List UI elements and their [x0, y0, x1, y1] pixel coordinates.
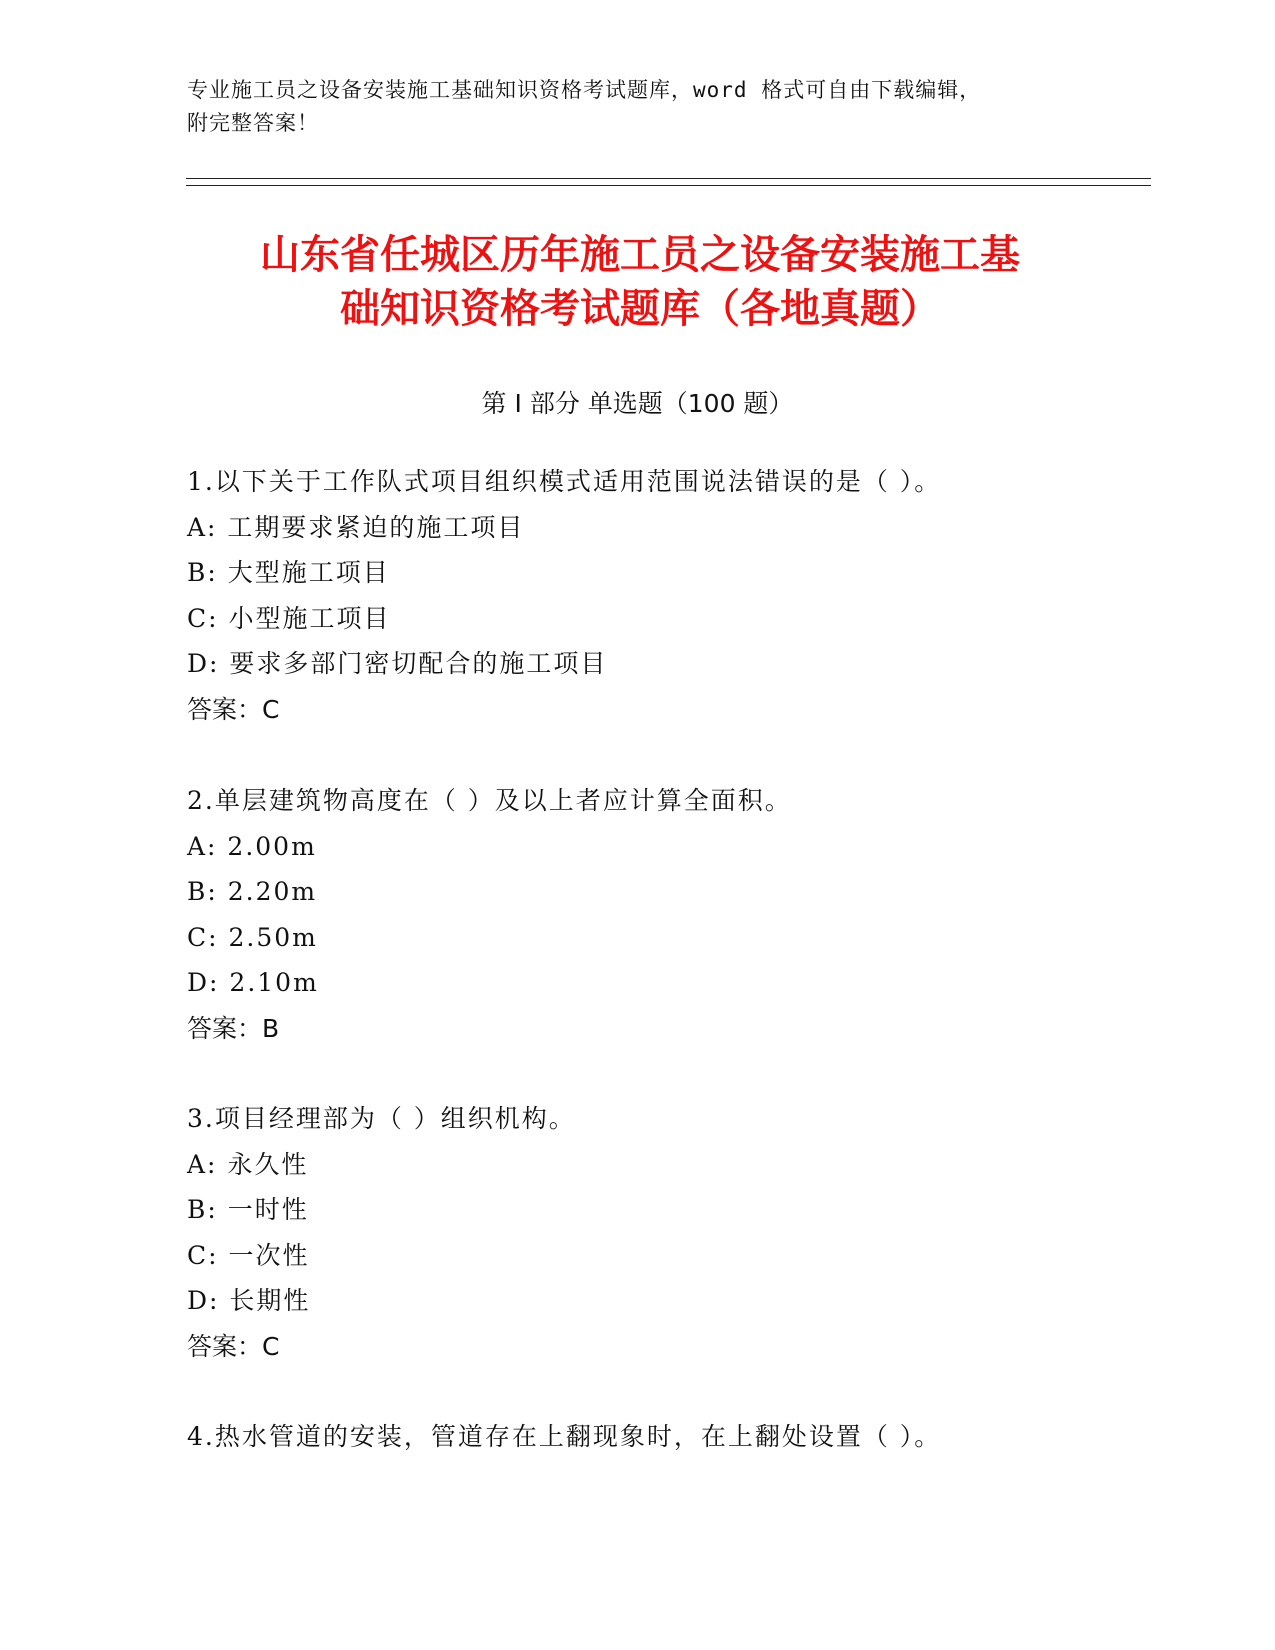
document-title — [180, 228, 1100, 336]
option-b: B: 一时性 — [187, 1195, 309, 1224]
header-note-line-2: 附完整答案！ — [187, 111, 319, 135]
option-d: D: 长期性 — [187, 1286, 311, 1315]
option-d: D: 要求多部门密切配合的施工项目 — [187, 649, 608, 678]
answer: 答案：B — [187, 1013, 280, 1043]
question-2 — [187, 778, 1187, 1051]
answer: 答案：C — [187, 694, 280, 724]
option-d: D: 2.10m — [187, 968, 319, 997]
document-title-line-1: 山东省任城区历年施工员之设备安装施工基 — [260, 232, 1020, 278]
question-3 — [187, 1096, 1187, 1369]
question-stem: 1.以下关于工作队式项目组织模式适用范围说法错误的是（ ）。 — [187, 467, 942, 496]
question-stem: 4.热水管道的安装，管道存在上翻现象时，在上翻处设置（ ）。 — [187, 1422, 942, 1451]
header-note — [187, 74, 1067, 140]
option-c: C: 一次性 — [187, 1240, 310, 1270]
header-divider-bottom — [186, 185, 1151, 186]
answer: 答案：C — [187, 1331, 280, 1361]
option-c: C: 2.50m — [187, 922, 318, 952]
option-a: A: 工期要求紧迫的施工项目 — [187, 512, 525, 542]
option-a: A: 永久性 — [187, 1149, 309, 1179]
question-stem: 3.项目经理部为（ ）组织机构。 — [187, 1104, 576, 1133]
option-c: C: 小型施工项目 — [187, 603, 391, 633]
option-b: B: 大型施工项目 — [187, 558, 390, 587]
document-title-line-2: 础知识资格考试题库（各地真题） — [340, 286, 940, 332]
option-b: B: 2.20m — [187, 877, 318, 906]
section-heading: 第 I 部分 单选题（100 题） — [481, 389, 794, 418]
option-a: A: 2.00m — [187, 831, 317, 861]
question-4 — [187, 1414, 1187, 1460]
question-stem: 2.单层建筑物高度在（ ）及以上者应计算全面积。 — [187, 786, 792, 815]
header-divider-top — [186, 178, 1151, 179]
question-1 — [187, 459, 1187, 732]
header-note-line-1: 专业施工员之设备安装施工基础知识资格考试题库，word 格式可自由下载编辑， — [187, 78, 982, 102]
